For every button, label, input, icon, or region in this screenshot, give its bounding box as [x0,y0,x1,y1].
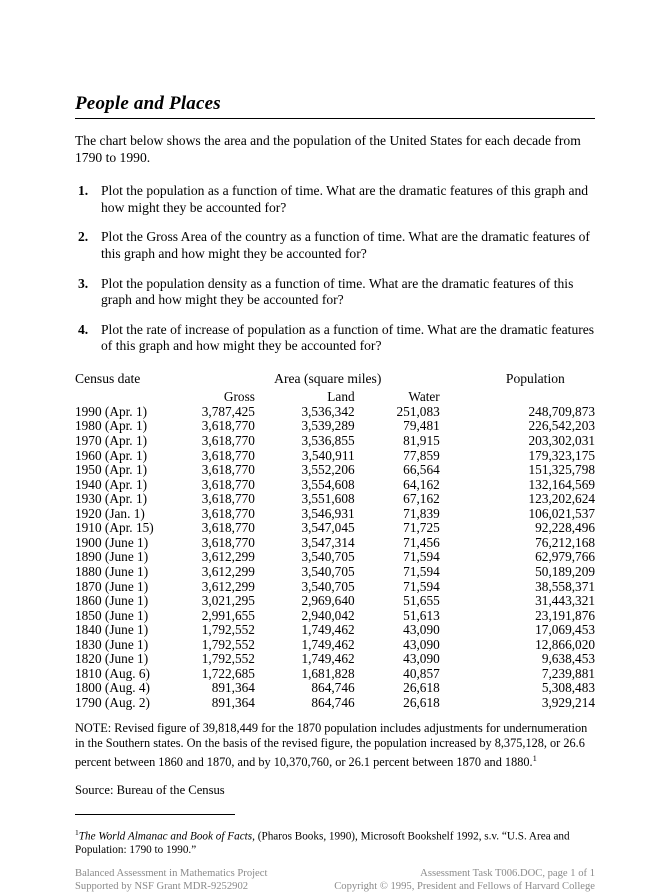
cell-land-area: 3,540,705 [301,578,355,594]
cell-gross-area: 1,722,685 [201,665,255,681]
cell-land-area: 1,749,462 [301,636,355,652]
cell-census-date: 1850 (June 1) [75,607,149,623]
table-row [75,434,595,449]
cell-water-area: 71,839 [403,505,440,521]
cell-land-area: 3,540,911 [301,447,355,463]
question-text: Plot the rate of increase of population as a function of time. What are the dramatic features of this graph and how might they be accounted for? [101,321,595,354]
cell-water-area: 66,564 [403,462,440,478]
cell-gross-area: 3,618,770 [201,433,255,449]
census-table-wrapper [75,369,595,710]
table-header-row-sub [75,388,595,405]
cell-census-date: 1960 (Apr. 1) [75,447,148,463]
cell-census-date: 1920 (Jan. 1) [75,505,145,521]
cell-land-area: 3,536,855 [301,433,355,449]
question-list [75,183,595,355]
cell-water-area: 71,594 [403,563,440,579]
cell-water-area: 71,456 [403,534,440,550]
cell-population: 151,325,798 [528,462,595,478]
cell-gross-area: 3,612,299 [201,563,255,579]
question-number: 4. [78,321,89,337]
census-table-head [75,369,595,405]
question-item [75,276,595,309]
table-row [75,580,595,595]
cell-water-area: 67,162 [403,491,440,507]
table-row [75,594,595,609]
header-census-date: Census date [75,370,141,386]
note-text: NOTE: Revised figure of 39,818,449 for the 1870 population includes adjustments for undernumeration in the Southern states. On the basis of the revised figure, the population increased by 8,375,128, or 26.6 percent between 1860 and 1870, and by 10,370,760, or 26.1 percent between 1870 and 1880. [75,721,588,770]
note-paragraph [75,721,595,770]
cell-land-area: 3,554,608 [301,476,355,492]
table-row [75,696,595,711]
header-land: Land [327,388,355,404]
cell-census-date: 1810 (Aug. 6) [75,665,150,681]
table-row [75,521,595,536]
title-block [75,0,595,119]
question-text: Plot the Gross Area of the country as a function of time. What are the dramatic features of this graph and how might they be accounted for? [101,229,590,261]
cell-population: 7,239,881 [541,665,595,681]
table-row [75,478,595,493]
header-area-group: Area (square miles) [274,370,382,386]
cell-census-date: 1930 (Apr. 1) [75,491,148,507]
cell-gross-area: 1,792,552 [201,622,255,638]
footnote-marker: 1 [75,827,79,837]
cell-land-area: 3,540,705 [301,563,355,579]
cell-population: 123,202,624 [528,491,595,507]
cell-water-area: 51,613 [403,607,440,623]
table-row [75,681,595,696]
cell-land-area: 2,940,042 [301,607,355,623]
cell-water-area: 71,725 [403,520,440,536]
cell-population: 3,929,214 [541,694,595,710]
cell-population: 23,191,876 [535,607,595,623]
cell-water-area: 43,090 [403,636,440,652]
table-row [75,609,595,624]
question-number: 1. [78,183,89,199]
footer-grant-info: Supported by NSF Grant MDR-9252902 [75,881,249,893]
table-row [75,536,595,551]
header-spacer [476,388,595,405]
table-header-row-group [75,369,595,388]
cell-water-area: 81,915 [403,433,440,449]
cell-water-area: 43,090 [403,651,440,667]
cell-census-date: 1820 (June 1) [75,651,149,667]
cell-water-area: 26,618 [403,680,440,696]
cell-water-area: 43,090 [403,622,440,638]
cell-water-area: 71,594 [403,578,440,594]
cell-water-area: 79,481 [403,418,440,434]
cell-gross-area: 3,618,770 [201,520,255,536]
title-divider [75,118,595,119]
cell-census-date: 1900 (June 1) [75,534,149,550]
cell-land-area: 864,746 [311,680,355,696]
page-footer [75,868,595,894]
cell-land-area: 3,552,206 [301,462,355,478]
cell-census-date: 1950 (Apr. 1) [75,462,148,478]
footnote-divider [75,814,235,815]
cell-gross-area: 3,612,299 [201,578,255,594]
cell-land-area: 1,681,828 [301,665,355,681]
cell-gross-area: 1,792,552 [201,636,255,652]
cell-water-area: 26,618 [403,694,440,710]
cell-land-area: 3,547,045 [301,520,355,536]
question-text: Plot the population as a function of time. What are the dramatic features of this graph and how might they be accounted for? [101,183,589,215]
table-row [75,419,595,434]
table-row [75,667,595,682]
cell-population: 5,308,483 [541,680,595,696]
cell-census-date: 1940 (Apr. 1) [75,476,148,492]
cell-water-area: 251,083 [396,403,440,419]
page-footer-row-2 [75,881,595,894]
cell-population: 203,302,031 [528,433,595,449]
table-row [75,507,595,522]
table-row [75,550,595,565]
cell-census-date: 1790 (Aug. 2) [75,694,150,710]
cell-gross-area: 891,364 [211,694,255,710]
cell-gross-area: 3,618,770 [201,462,255,478]
cell-gross-area: 891,364 [211,680,255,696]
question-item [75,322,595,355]
cell-census-date: 1890 (June 1) [75,549,149,565]
cell-population: 132,164,569 [528,476,595,492]
cell-land-area: 864,746 [311,694,355,710]
cell-population: 38,558,371 [535,578,595,594]
table-row [75,449,595,464]
cell-gross-area: 3,787,425 [201,403,255,419]
cell-census-date: 1980 (Apr. 1) [75,418,148,434]
cell-land-area: 3,546,931 [301,505,355,521]
cell-gross-area: 3,618,770 [201,491,255,507]
cell-water-area: 40,857 [403,665,440,681]
header-spacer [75,388,180,405]
footer-project-name: Balanced Assessment in Mathematics Project [75,868,268,880]
cell-census-date: 1840 (June 1) [75,622,149,638]
cell-land-area: 2,969,640 [301,593,355,609]
table-row [75,638,595,653]
cell-gross-area: 3,618,770 [201,418,255,434]
page-title: People and Places [75,93,221,114]
cell-population: 106,021,537 [528,505,595,521]
cell-census-date: 1970 (Apr. 1) [75,433,148,449]
footer-copyright: Copyright © 1995, President and Fellows of Harvard College [334,881,595,893]
cell-population: 76,212,168 [535,534,595,550]
table-row [75,492,595,507]
cell-population: 62,979,766 [535,549,595,565]
cell-population: 12,866,020 [535,636,595,652]
note-footnote-marker: 1 [532,753,537,764]
cell-population: 179,323,175 [528,447,595,463]
footnote [75,826,595,858]
cell-population: 50,189,209 [535,563,595,579]
document-page [75,0,595,894]
cell-gross-area: 3,618,770 [201,534,255,550]
table-row [75,463,595,478]
cell-population: 9,638,453 [541,651,595,667]
table-row [75,405,595,420]
cell-land-area: 3,551,608 [301,491,355,507]
cell-gross-area: 3,618,770 [201,476,255,492]
cell-gross-area: 1,792,552 [201,651,255,667]
census-table-body [75,405,595,710]
cell-land-area: 1,749,462 [301,622,355,638]
cell-census-date: 1860 (June 1) [75,593,149,609]
cell-gross-area: 3,021,295 [201,593,255,609]
cell-population: 248,709,873 [528,403,595,419]
cell-population: 31,443,321 [535,593,595,609]
header-water: Water [408,388,440,404]
cell-land-area: 3,539,289 [301,418,355,434]
question-text: Plot the population density as a function of time. What are the dramatic features of this graph and how might they be accounted for? [101,275,574,308]
cell-gross-area: 2,991,655 [201,607,255,623]
footnote-rest: (Pharos Books, 1990), Microsoft Bookshelf 1992, s.v. “U.S. Area and Population: 1790 to 1990.” [75,830,570,856]
footer-task-id: Assessment Task T006.DOC, page 1 of 1 [420,868,595,880]
cell-census-date: 1880 (June 1) [75,563,149,579]
cell-land-area: 3,540,705 [301,549,355,565]
table-row [75,652,595,667]
page-footer-row-1 [75,868,595,881]
cell-water-area: 64,162 [403,476,440,492]
header-gross: Gross [223,388,255,404]
question-item [75,229,595,262]
cell-water-area: 51,655 [403,593,440,609]
cell-land-area: 3,547,314 [301,534,355,550]
cell-census-date: 1910 (Apr. 15) [75,520,154,536]
header-population: Population [505,370,565,386]
cell-census-date: 1990 (Apr. 1) [75,403,148,419]
table-row [75,623,595,638]
cell-water-area: 71,594 [403,549,440,565]
intro-paragraph: The chart below shows the area and the population of the United States for each decade from 1790 to 1990. [75,133,581,165]
cell-land-area: 3,536,342 [301,403,355,419]
cell-population: 92,228,496 [535,520,595,536]
table-row [75,565,595,580]
question-number: 3. [78,275,89,291]
cell-gross-area: 3,618,770 [201,447,255,463]
cell-population: 226,542,203 [528,418,595,434]
cell-census-date: 1800 (Aug. 4) [75,680,150,696]
cell-census-date: 1830 (June 1) [75,636,149,652]
source-line: Source: Bureau of the Census [75,782,225,797]
cell-gross-area: 3,612,299 [201,549,255,565]
cell-water-area: 77,859 [403,447,440,463]
footnote-title: The World Almanac and Book of Facts, [78,830,255,843]
question-item [75,183,595,216]
cell-land-area: 1,749,462 [301,651,355,667]
cell-gross-area: 3,618,770 [201,505,255,521]
cell-population: 17,069,453 [535,622,595,638]
question-number: 2. [78,229,89,245]
cell-census-date: 1870 (June 1) [75,578,149,594]
census-table [75,369,595,710]
